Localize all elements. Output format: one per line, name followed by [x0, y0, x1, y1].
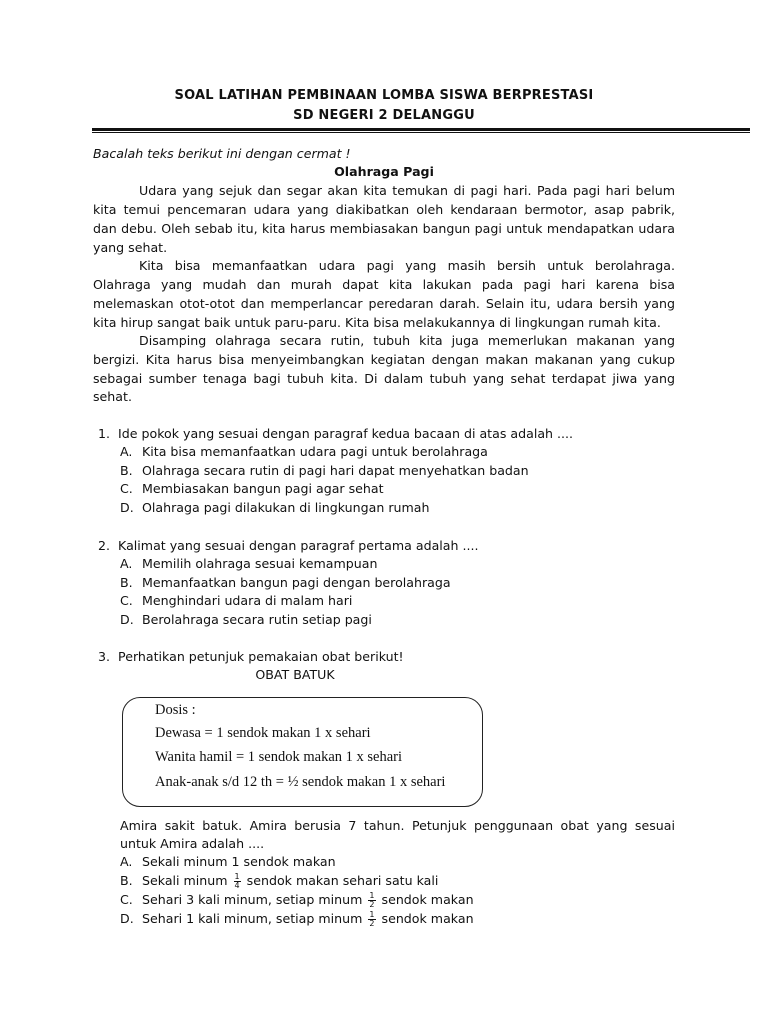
reading-line: Disamping olahraga secara rutin, tubuh kita juga memerlukan makanan yang	[139, 333, 675, 348]
header-rule-thin	[92, 132, 750, 133]
question-3-context: untuk Amira adalah ....	[120, 836, 265, 851]
reading-line: Udara yang sejuk dan segar akan kita temukan di pagi hari. Pada pagi hari belum	[139, 183, 675, 198]
question-3	[98, 648, 404, 666]
reading-line: kita temui pencemaran udara yang diakibatkan oleh kendaraan bermotor, asap pabrik,	[93, 202, 675, 217]
header-school: SD NEGERI 2 DELANGGU	[293, 108, 475, 123]
answer-option[interactable]: C. Membiasakan bangun pagi agar sehat	[120, 481, 384, 496]
fraction: $\frac{1}{4}$	[234, 872, 240, 890]
reading-line: Olahraga yang mudah dan murah dapat kita lakukan pada pagi hari karena bisa	[93, 277, 675, 292]
reading-line: sebagai sumber tenaga bagi tubuh kita. Di dalam tubuh yang sehat terdapat jiwa yang	[93, 371, 675, 386]
question-2	[98, 537, 479, 555]
answer-option[interactable]: B. Olahraga secara rutin di pagi hari dapat menyehatkan badan	[120, 463, 529, 478]
medicine-title: OBAT BATUK	[255, 667, 335, 682]
dosage-line: Wanita hamil = 1 sendok makan 1 x sehari	[155, 749, 403, 765]
answer-option[interactable]: B. Memanfaatkan bangun pagi dengan berolahraga	[120, 575, 451, 590]
answer-option[interactable]: D. Olahraga pagi dilakukan di lingkungan rumah	[120, 500, 430, 515]
fraction: $\frac{1}{2}$	[369, 910, 375, 928]
question-number: 3.	[98, 649, 111, 664]
dosage-line: Anak-anak s/d 12 th = ½ sendok makan 1 x sehari	[155, 774, 446, 790]
question-number: 2.	[98, 538, 111, 553]
header-rule	[92, 128, 750, 131]
header-title: SOAL LATIHAN PEMBINAAN LOMBA SISWA BERPRESTASI	[174, 88, 594, 103]
question-3-context: Amira sakit batuk. Amira berusia 7 tahun. Petunjuk penggunaan obat yang sesuai	[120, 818, 675, 833]
reading-line: melemaskan otot-otot dan memperlancar peredaran darah. Selain itu, udara bersih yang	[93, 296, 675, 311]
reading-line: sehat.	[93, 389, 132, 404]
answer-option[interactable]: D. Berolahraga secara rutin setiap pagi	[120, 612, 372, 627]
dosage-heading: Dosis :	[155, 702, 196, 718]
reading-line: bergizi. Kita harus bisa menyeimbangkan kegiatan dengan makan makanan yang cukup	[93, 352, 675, 367]
reading-line: dan debu. Oleh sebab itu, kita harus membiasakan bangun pagi untuk mendapatkan udara	[93, 221, 675, 236]
question-text: Kalimat yang sesuai dengan paragraf pertama adalah ....	[118, 538, 479, 553]
reading-line: yang sehat.	[93, 240, 168, 255]
answer-option[interactable]: B. Sekali minum $\frac{1}{4}$ sendok makan sehari satu kali	[120, 872, 439, 890]
answer-option[interactable]: A. Sekali minum 1 sendok makan	[120, 854, 336, 869]
reading-title: Olahraga Pagi	[334, 164, 434, 179]
dosage-line: Dewasa = 1 sendok makan 1 x sehari	[155, 725, 371, 741]
answer-option[interactable]: D. Sehari 1 kali minum, setiap minum $\frac{1}{2}$ sendok makan	[120, 910, 474, 928]
reading-line: Kita bisa memanfaatkan udara pagi yang masih bersih untuk berolahraga.	[139, 258, 675, 273]
answer-option[interactable]: C. Sehari 3 kali minum, setiap minum $\frac{1}{2}$ sendok makan	[120, 891, 474, 909]
instruction: Bacalah teks berikut ini dengan cermat !	[93, 146, 351, 161]
fraction: $\frac{1}{2}$	[369, 891, 375, 909]
question-1	[98, 425, 573, 443]
answer-option[interactable]: A. Memilih olahraga sesuai kemampuan	[120, 556, 378, 571]
answer-option[interactable]: A. Kita bisa memanfaatkan udara pagi untuk berolahraga	[120, 444, 488, 459]
dosage-box	[122, 697, 483, 807]
answer-option[interactable]: C. Menghindari udara di malam hari	[120, 593, 353, 608]
question-text: Perhatikan petunjuk pemakaian obat berikut!	[118, 649, 404, 664]
question-text: Ide pokok yang sesuai dengan paragraf kedua bacaan di atas adalah ....	[118, 426, 574, 441]
question-number: 1.	[98, 426, 111, 441]
reading-line: kita hirup sangat baik untuk paru-paru. Kita bisa melakukannya di lingkungan rumah kita.	[93, 315, 661, 330]
